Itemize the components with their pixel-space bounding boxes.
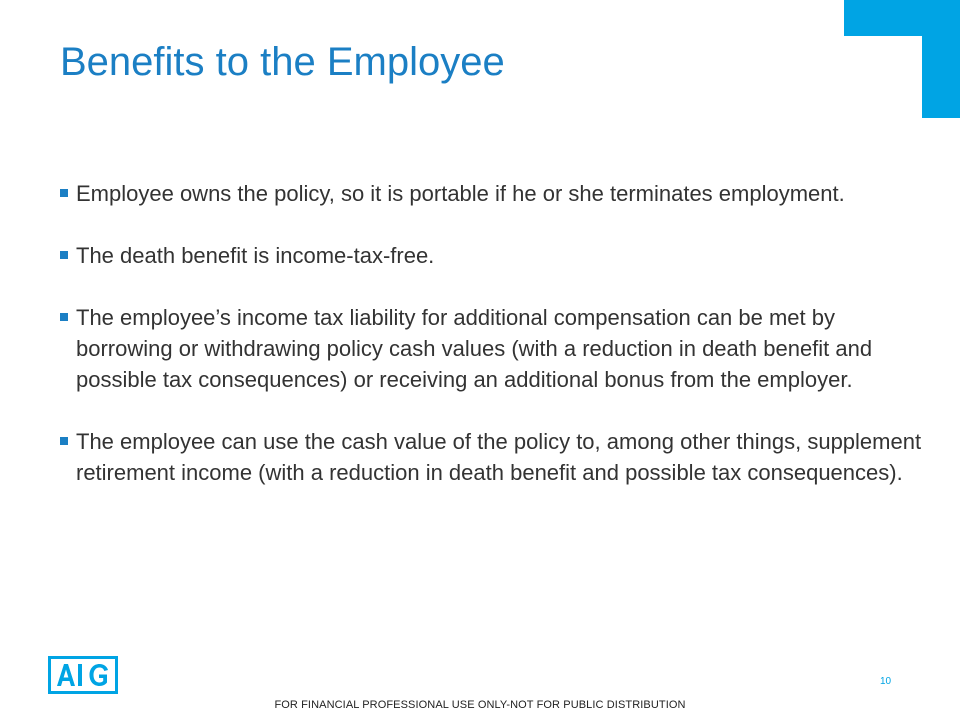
bullet-text: The employee’s income tax liability for additional compensation can be met by borrowing or withdrawing policy cash values (with a reduction in death benefit and possible tax consequences) or receiving an additional bonus from the employer.	[76, 305, 873, 392]
bullet-item	[60, 178, 930, 209]
bullet-text: The death benefit is income-tax-free.	[76, 243, 435, 268]
bullet-item	[60, 426, 930, 488]
square-bullet-icon	[60, 189, 68, 197]
corner-accent-bar-tall	[922, 0, 960, 118]
page-number: 10	[880, 676, 892, 687]
bullet-list	[60, 178, 930, 519]
bullet-item	[60, 240, 930, 271]
bullet-text: Employee owns the policy, so it is portable if he or she terminates employment.	[76, 181, 845, 206]
square-bullet-icon	[60, 251, 68, 259]
corner-accent-bar-short	[844, 0, 922, 36]
aig-logo	[48, 656, 118, 694]
slide-title: Benefits to the Employee	[60, 40, 505, 84]
bullet-item	[60, 302, 930, 395]
footer-disclaimer: FOR FINANCIAL PROFESSIONAL USE ONLY-NOT FOR PUBLIC DISTRIBUTION	[274, 699, 686, 711]
square-bullet-icon	[60, 313, 68, 321]
square-bullet-icon	[60, 437, 68, 445]
aig-logo-icon	[55, 662, 111, 688]
bullet-text: The employee can use the cash value of the policy to, among other things, supplement retirement income (with a reduction in death benefit and possible tax consequences).	[76, 429, 922, 485]
